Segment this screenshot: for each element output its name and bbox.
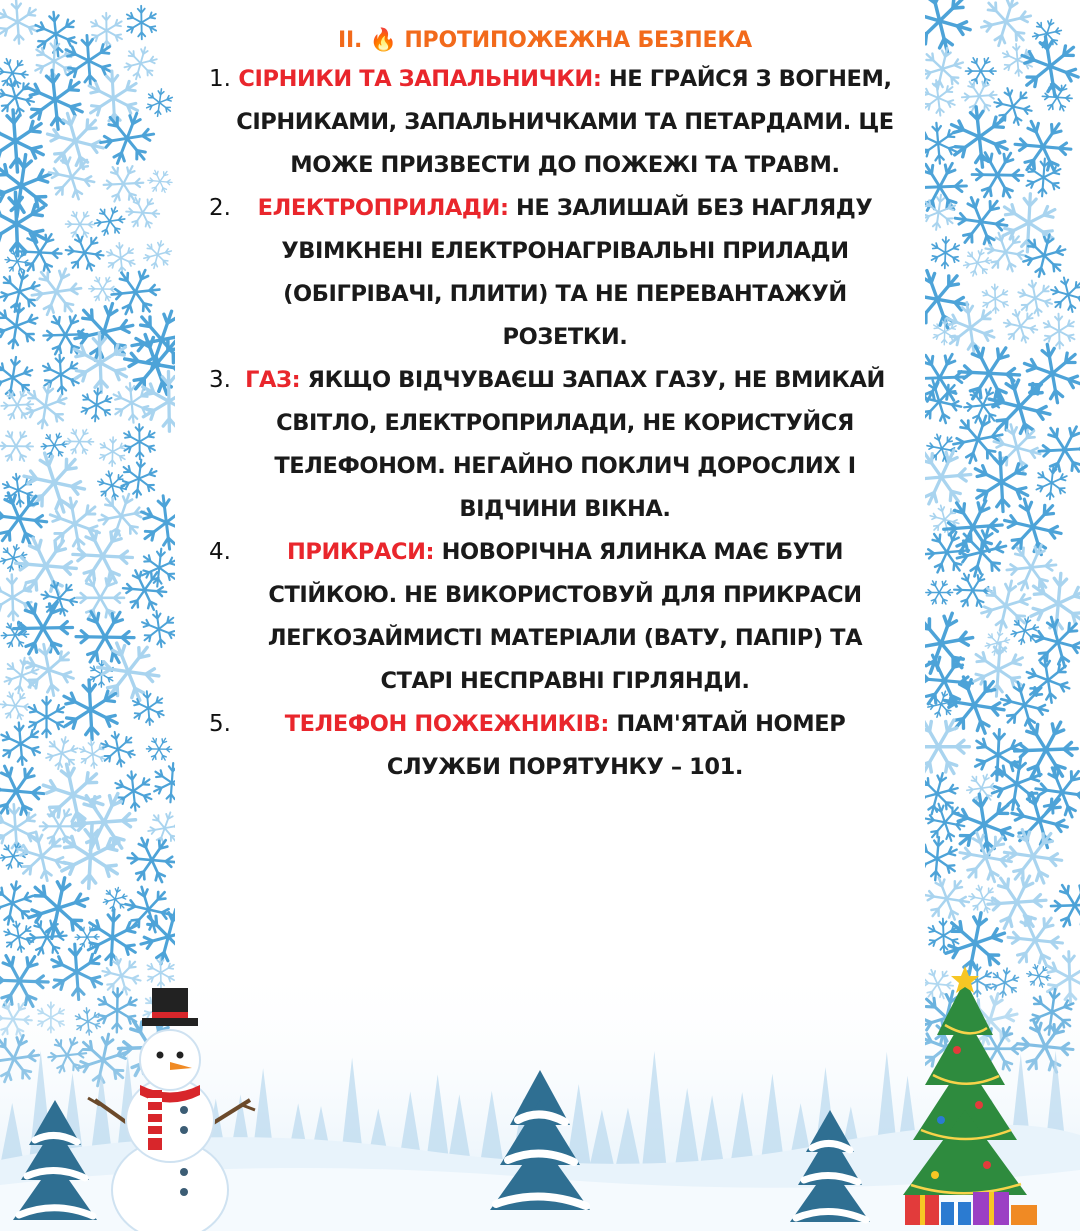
- snowflake-icon: [139, 236, 175, 273]
- snowflake-icon: [953, 573, 992, 607]
- snowflake-icon: [0, 691, 31, 720]
- snowflake-icon: [146, 738, 172, 760]
- snowflake-icon: [84, 9, 130, 53]
- snowflake-icon: [1030, 461, 1074, 504]
- snowflake-icon: [925, 77, 961, 120]
- rule-item-2: [195, 187, 895, 359]
- snowflake-icon: [991, 86, 1036, 127]
- snowflake-icon: [925, 654, 975, 708]
- snowflake-icon: [977, 281, 1014, 317]
- snowflake-icon: [925, 152, 973, 222]
- rule-label: ПРИКРАСИ:: [286, 539, 435, 565]
- rule-text: ЯКЩО ВІДЧУВАЄШ ЗАПАХ ГАЗУ, НЕ ВМИКАЙ СВІТЛО, ЕЛЕКТРОПРИЛАДИ, НЕ КОРИСТУЙСЯ ТЕЛЕФОНОМ. НЕГАЙНО ПОКЛИЧ ДОРОСЛИХ І ВІДЧИНИ ВІКНА.: [274, 367, 885, 522]
- snowflake-icon: [101, 240, 140, 277]
- rule-number: 3.: [209, 367, 231, 393]
- snowflake-icon: [98, 158, 149, 210]
- snowflake-icon: [134, 543, 175, 592]
- snowflake-icon: [0, 652, 45, 699]
- snowflake-icon: [925, 601, 983, 685]
- snowflake-icon: [120, 332, 175, 397]
- snowflake-icon: [996, 679, 1053, 731]
- rule-label: ТЕЛЕФОН ПОЖЕЖНИКІВ:: [284, 711, 609, 737]
- snowflake-icon: [45, 153, 99, 202]
- rule-item-5: [195, 703, 895, 789]
- rule-number: 2.: [209, 195, 231, 221]
- rule-text: НЕ ЗАЛИШАЙ БЕЗ НАГЛЯДУ УВІМКНЕНІ ЕЛЕКТРОНАГРІВАЛЬНІ ПРИЛАДИ (ОБІГРІВАЧІ, ПЛИТИ) ТА НЕ ПЕРЕВАНТАЖУЙ РОЗЕТКИ.: [281, 195, 873, 350]
- snowflake-icon: [35, 759, 111, 830]
- snowflake-icon: [1037, 310, 1080, 353]
- section-number: II.: [338, 28, 363, 53]
- snowflake-icon: [141, 85, 175, 121]
- snowflake-icon: [925, 233, 966, 273]
- rule-label: ГАЗ:: [245, 367, 301, 393]
- snowflake-icon: [17, 640, 81, 700]
- snowflake-icon: [1006, 914, 1065, 967]
- snowflake-icon: [121, 569, 168, 610]
- rule-item-4: [195, 531, 895, 703]
- snowflake-icon: [76, 612, 135, 663]
- snowflake-icon: [92, 103, 162, 174]
- snowflake-icon: [17, 232, 63, 272]
- snowflake-icon: [966, 58, 996, 84]
- snowflake-icon: [20, 692, 73, 743]
- snowflake-icon: [925, 189, 962, 235]
- snowflake-icon: [65, 211, 94, 237]
- fire-icon: 🔥: [369, 28, 397, 53]
- snowflake-icon: [1027, 614, 1080, 671]
- snowflake-icon: [72, 529, 134, 584]
- snowflake-icon: [0, 617, 33, 653]
- snowflake-icon: [108, 767, 158, 814]
- snowflake-icon: [117, 420, 163, 464]
- snowflake-icon: [957, 73, 1001, 119]
- snowflake-icon: [147, 170, 173, 193]
- snowflake-icon: [1047, 275, 1080, 314]
- rule-text: НОВОРІЧНА ЯЛИНКА МАЄ БУТИ СТІЙКОЮ. НЕ ВИКОРИСТОВУЙ ДЛЯ ПРИКРАСИ ЛЕГКОЗАЙМИСТІ МАТЕРІАЛИ (ВАТУ, ПАПІР) ТА СТАРІ НЕСПРАВНІ ГІРЛЯНДИ.: [267, 539, 863, 694]
- snowflake-icon: [981, 626, 1014, 659]
- snowflake-icon: [89, 277, 117, 301]
- section-title: ПРОТИПОЖЕЖНА БЕЗПЕКА: [404, 28, 752, 53]
- snowflake-icon: [925, 268, 972, 331]
- snowflake-icon: [75, 384, 119, 427]
- snowflake-icon: [926, 581, 953, 604]
- snowflake-icon: [0, 765, 46, 818]
- winter-scene: [0, 960, 1080, 1231]
- snowflake-icon: [90, 201, 129, 241]
- snowflake-icon: [126, 837, 175, 883]
- rule-number: 4.: [209, 539, 231, 565]
- snowflake-icon: [963, 635, 1034, 704]
- rule-text: ПАМ'ЯТАЙ НОМЕР СЛУЖБИ ПОРЯТУНКУ – 101.: [386, 711, 846, 780]
- snowflake-icon: [0, 718, 48, 769]
- snowflake-icon: [0, 297, 46, 356]
- snowflake-icon: [973, 0, 1040, 55]
- snowflake-icon: [94, 433, 132, 470]
- rule-label: ЕЛЕКТРОПРИЛАДИ:: [257, 195, 509, 221]
- section-heading: [195, 24, 895, 58]
- snowflake-icon: [925, 831, 966, 886]
- rule-label: СІРНИКИ ТА ЗАПАЛЬНИЧКИ:: [238, 66, 602, 92]
- snowflake-icon: [94, 641, 163, 702]
- snowflake-icon: [41, 110, 109, 172]
- snowflake-icon: [146, 758, 175, 808]
- rule-item-1: [195, 58, 895, 187]
- snowflake-icon: [925, 0, 978, 56]
- snowflake-icon: [11, 828, 72, 884]
- snowflake-icon: [119, 41, 163, 85]
- snowflake-icon: [65, 429, 94, 454]
- snowflake-icon: [0, 540, 32, 576]
- snowflake-icon: [125, 197, 160, 228]
- rule-number: 1.: [209, 66, 231, 92]
- snowflake-icon: [0, 431, 33, 461]
- snowflake-icon: [132, 490, 175, 554]
- snowflake-icon: [1013, 31, 1080, 101]
- snowflake-icon: [0, 384, 38, 426]
- snowflake-icon: [136, 608, 175, 651]
- snowflake-icon: [0, 103, 55, 179]
- snowflake-icon: [120, 2, 163, 44]
- snowflake-icon: [63, 234, 105, 272]
- rule-item-3: [195, 359, 895, 531]
- snowflake-icon: [13, 537, 78, 595]
- content-area: [195, 24, 895, 789]
- snowflake-icon: [925, 876, 972, 922]
- rule-number: 5.: [209, 711, 231, 737]
- snowflake-icon: [1016, 339, 1080, 408]
- snowflake-icon: [37, 428, 71, 463]
- rule-text: НЕ ГРАЙСЯ З ВОГНЕМ, СІРНИКАМИ, ЗАПАЛЬНИЧКАМИ ТА ПЕТАРДАМИ. ЦЕ МОЖЕ ПРИЗВЕСТИ ДО ПОЖЕЖІ ТА ТРАВМ.: [236, 66, 894, 178]
- snowflake-icon: [927, 503, 962, 535]
